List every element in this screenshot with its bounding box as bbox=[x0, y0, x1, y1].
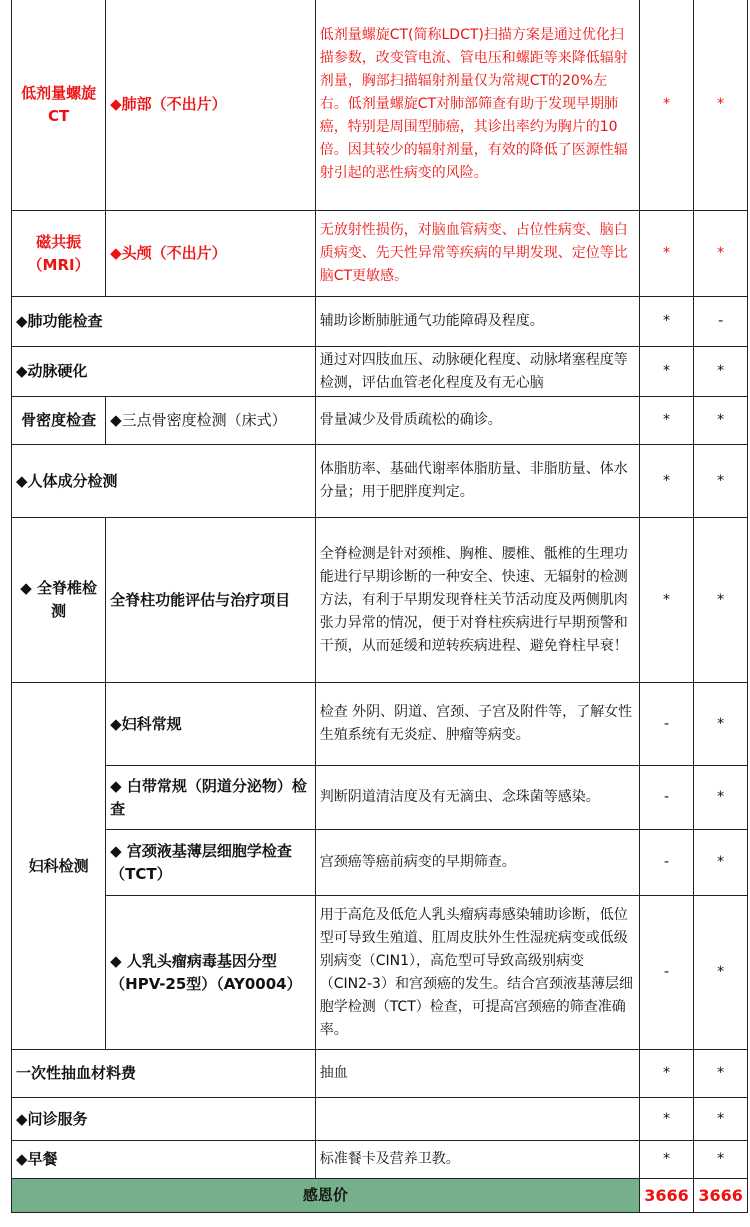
item-cell: 一次性抽血材料费 bbox=[12, 1050, 316, 1098]
male-mark: * bbox=[639, 0, 694, 211]
female-mark: * bbox=[694, 211, 748, 297]
description-cell: 无放射性损伤，对脑血管病变、占位性病变、脑白质病变、先天性异常等疾病的早期发现、定位等比脑CT更敏感。 bbox=[315, 211, 639, 297]
female-mark: * bbox=[694, 683, 748, 766]
table-row bbox=[12, 347, 748, 397]
female-mark: * bbox=[694, 1141, 748, 1179]
table-row bbox=[12, 766, 748, 830]
table-row bbox=[12, 1141, 748, 1179]
table-row bbox=[12, 397, 748, 445]
female-mark: * bbox=[694, 0, 748, 211]
description-cell: 用于高危及低危人乳头瘤病毒感染辅助诊断，低位型可导致生殖道、肛周皮肤外生性湿疣病变或低级别病变（CIN1），高危型可导致高级别病变（CIN2-3）和宫颈癌的发生。结合宫颈液基薄层细胞学检测（TCT）检查，可提高宫颈癌的筛查准确率。 bbox=[315, 896, 639, 1050]
male-mark: * bbox=[639, 297, 694, 347]
male-mark: * bbox=[639, 518, 694, 683]
package-table bbox=[11, 0, 748, 1213]
female-mark: * bbox=[694, 896, 748, 1050]
item-cell: ◆肺部（不出片） bbox=[106, 0, 316, 211]
male-mark: * bbox=[639, 445, 694, 518]
description-cell bbox=[315, 1098, 639, 1141]
item-cell: ◆动脉硬化 bbox=[12, 347, 316, 397]
male-mark: * bbox=[639, 1098, 694, 1141]
table-row bbox=[12, 896, 748, 1050]
category-cell: 骨密度检查 bbox=[12, 397, 106, 445]
table-row bbox=[12, 830, 748, 896]
female-mark: - bbox=[694, 297, 748, 347]
category-cell: 磁共振（MRI） bbox=[12, 211, 106, 297]
female-mark: * bbox=[694, 397, 748, 445]
item-cell: ◆妇科常规 bbox=[106, 683, 316, 766]
description-cell: 检查 外阴、阴道、宫颈、子宫及附件等，了解女性生殖系统有无炎症、肿瘤等病变。 bbox=[315, 683, 639, 766]
female-mark: * bbox=[694, 1050, 748, 1098]
female-mark: * bbox=[694, 1098, 748, 1141]
description-cell: 通过对四肢血压、动脉硬化程度、动脉堵塞程度等检测，评估血管老化程度及有无心脑 bbox=[315, 347, 639, 397]
table-row bbox=[12, 1098, 748, 1141]
female-mark: * bbox=[694, 445, 748, 518]
male-mark: * bbox=[639, 211, 694, 297]
description-cell: 低剂量螺旋CT(简称LDCT)扫描方案是通过优化扫描参数，改变管电流、管电压和螺距等来降低辐射剂量，胸部扫描辐射剂量仅为常规CT的20%左右。低剂量螺旋CT对肺部筛查有助于发现早期肺癌，特别是周围型肺癌，其诊出率约为胸片的10倍。因其较少的辐射剂量，有效的降低了医源性辐射引起的恶性病变的风险。 bbox=[315, 0, 639, 211]
female-mark: * bbox=[694, 347, 748, 397]
table-row bbox=[12, 445, 748, 518]
description-cell: 宫颈癌等癌前病变的早期筛查。 bbox=[315, 830, 639, 896]
item-cell: ◆ 人乳头瘤病毒基因分型（HPV-25型）（AY0004） bbox=[106, 896, 316, 1050]
item-cell: ◆三点骨密度检测（床式） bbox=[106, 397, 316, 445]
female-mark: * bbox=[694, 766, 748, 830]
female-mark: * bbox=[694, 830, 748, 896]
table-row bbox=[12, 211, 748, 297]
description-cell: 体脂肪率、基础代谢率体脂肪量、非脂肪量、体水分量；用于肥胖度判定。 bbox=[315, 445, 639, 518]
table-row bbox=[12, 683, 748, 766]
male-mark: * bbox=[639, 1050, 694, 1098]
table-row bbox=[12, 0, 748, 211]
item-cell: ◆头颅（不出片） bbox=[106, 211, 316, 297]
price-row bbox=[12, 1179, 748, 1213]
description-cell: 辅助诊断肺脏通气功能障碍及程度。 bbox=[315, 297, 639, 347]
description-cell: 判断阴道清洁度及有无滴虫、念珠菌等感染。 bbox=[315, 766, 639, 830]
male-mark: - bbox=[639, 766, 694, 830]
item-cell: ◆早餐 bbox=[12, 1141, 316, 1179]
table-row bbox=[12, 1050, 748, 1098]
item-cell: 全脊柱功能评估与治疗项目 bbox=[106, 518, 316, 683]
table-row bbox=[12, 518, 748, 683]
category-cell: 妇科检测 bbox=[12, 683, 106, 1050]
price-male: 3666 bbox=[639, 1179, 694, 1213]
female-mark: * bbox=[694, 518, 748, 683]
male-mark: - bbox=[639, 896, 694, 1050]
price-label: 感恩价 bbox=[12, 1179, 640, 1213]
male-mark: * bbox=[639, 397, 694, 445]
item-cell: ◆人体成分检测 bbox=[12, 445, 316, 518]
item-cell: ◆ 白带常规（阴道分泌物）检查 bbox=[106, 766, 316, 830]
item-cell: ◆ 宫颈液基薄层细胞学检查（TCT） bbox=[106, 830, 316, 896]
male-mark: - bbox=[639, 830, 694, 896]
description-cell: 标准餐卡及营养卫教。 bbox=[315, 1141, 639, 1179]
category-cell: ◆ 全脊椎检测 bbox=[12, 518, 106, 683]
table-row bbox=[12, 297, 748, 347]
category-cell: 低剂量螺旋CT bbox=[12, 0, 106, 211]
male-mark: - bbox=[639, 683, 694, 766]
price-female: 3666 bbox=[694, 1179, 748, 1213]
description-cell: 抽血 bbox=[315, 1050, 639, 1098]
male-mark: * bbox=[639, 1141, 694, 1179]
description-cell: 骨量减少及骨质疏松的确诊。 bbox=[315, 397, 639, 445]
item-cell: ◆问诊服务 bbox=[12, 1098, 316, 1141]
male-mark: * bbox=[639, 347, 694, 397]
description-cell: 全脊检测是针对颈椎、胸椎、腰椎、骶椎的生理功能进行早期诊断的一种安全、快速、无辐射的检测方法，有利于早期发现脊柱关节活动度及两侧肌肉张力异常的情况，便于对脊柱疾病进行早期预警和干预，从而延缓和逆转疾病进程、避免脊柱早衰！ bbox=[315, 518, 639, 683]
item-cell: ◆肺功能检查 bbox=[12, 297, 316, 347]
